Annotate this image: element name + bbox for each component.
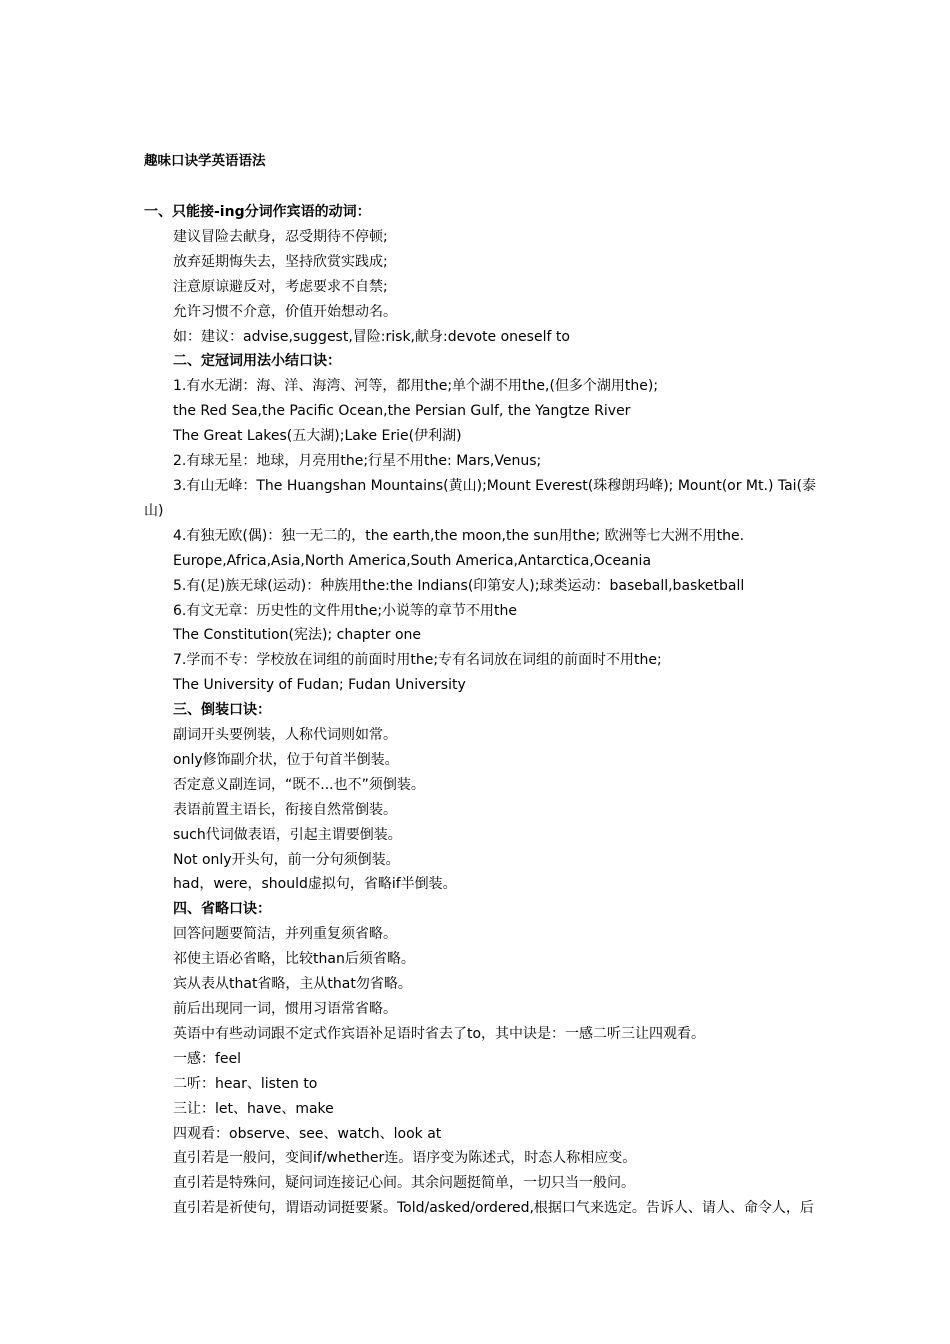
text-line: 否定意义副连词，“既不...也不”须倒装。: [173, 776, 425, 793]
text-line: 直引若是祈使句，谓语动词挺要紧。Told/asked/ordered,根据口气来选定。告诉人、请人、命令人，后: [173, 1200, 814, 1217]
text-line: 宾从表从that省略，主从that勿省略。: [173, 976, 412, 993]
section-heading: 一、只能接-ing分词作宾语的动词：: [144, 204, 371, 220]
section-heading: 四、省略口诀：: [173, 901, 271, 918]
text-line: 允许习惯不介意，价值开始想动名。: [173, 303, 397, 320]
text-line: 直引若是特殊问，疑问词连接记心间。其余问题挺简单，一切只当一般问。: [173, 1175, 635, 1192]
document-title: 趣味口诀学英语语法: [144, 153, 266, 169]
text-line: 7.学而不专：学校放在词组的前面时用the;专有名词放在词组的前面时不用the;: [173, 652, 662, 669]
text-line: 直引若是一般问，变间if/whether连。语序变为陈述式，时态人称相应变。: [173, 1150, 637, 1167]
text-line: 四观看：observe、see、watch、look at: [173, 1125, 442, 1142]
text-line: 3.有山无峰：The Huangshan Mountains(黄山);Mount Everest(珠穆朗玛峰); Mount(or Mt.) Tai(泰山): [144, 477, 817, 519]
text-line: 副词开头要例装，人称代词则如常。: [173, 727, 397, 744]
document-body: [144, 200, 824, 1221]
text-line: 二听：hear、listen to: [173, 1075, 318, 1092]
text-line: 一感：feel: [173, 1050, 242, 1067]
text-line: 注意原谅避反对，考虑要求不自禁;: [173, 278, 388, 295]
text-line: 建议冒险去献身，忍受期待不停顿;: [173, 228, 388, 245]
text-line: The University of Fudan; Fudan University: [173, 677, 466, 694]
text-line: The Great Lakes(五大湖);Lake Erie(伊利湖): [173, 428, 462, 445]
text-line: Not only开头句，前一分句须倒装。: [173, 851, 400, 868]
text-line: 放弃延期悔失去，坚持欣赏实践成;: [173, 253, 388, 270]
text-line: 回答问题要简洁，并列重复须省略。: [173, 926, 397, 943]
section-heading: 三、倒装口诀：: [173, 702, 271, 719]
text-line: 2.有球无星：地球，月亮用the;行星不用the: Mars,Venus;: [173, 453, 542, 470]
text-line: 英语中有些动词跟不定式作宾语补足语时省去了to，其中诀是：一感二听三让四观看。: [173, 1025, 706, 1042]
text-line: had，were，should虚拟句，省略if半倒装。: [173, 876, 457, 893]
section-heading: 二、定冠词用法小结口诀：: [173, 353, 341, 370]
text-line: the Red Sea,the Pacific Ocean,the Persian Gulf, the Yangtze River: [173, 403, 631, 420]
text-line: only修饰副介状，位于句首半倒装。: [173, 751, 399, 768]
text-line: such代词做表语，引起主谓要倒装。: [173, 826, 402, 843]
text-line: 5.有(足)族无球(运动)：种族用the:the Indians(印第安人);球类运动：baseball,basketball: [173, 577, 745, 594]
text-line: 1.有水无湖：海、洋、海湾、河等，都用the;单个湖不用the,(但多个湖用the);: [173, 378, 659, 395]
text-line: 6.有文无章：历史性的文件用the;小说等的章节不用the: [173, 602, 518, 619]
text-line: Europe,Africa,Asia,North America,South America,Antarctica,Oceania: [173, 552, 652, 569]
text-line: The Constitution(宪法); chapter one: [173, 627, 422, 644]
text-line: 4.有独无欧(偶)：独一无二的，the earth,the moon,the sun用the; 欧洲等七大洲不用the.: [173, 527, 745, 544]
text-line: 表语前置主语长，衔接自然常倒装。: [173, 801, 397, 818]
text-line: 祁使主语必省略，比较than后须省略。: [173, 951, 415, 968]
text-line: 三让：let、have、make: [173, 1100, 334, 1117]
text-line: 前后出现同一词，惯用习语常省略。: [173, 1001, 397, 1017]
text-line: 如：建议：advise,suggest,冒险:risk,献身:devote oneself to: [173, 328, 570, 345]
